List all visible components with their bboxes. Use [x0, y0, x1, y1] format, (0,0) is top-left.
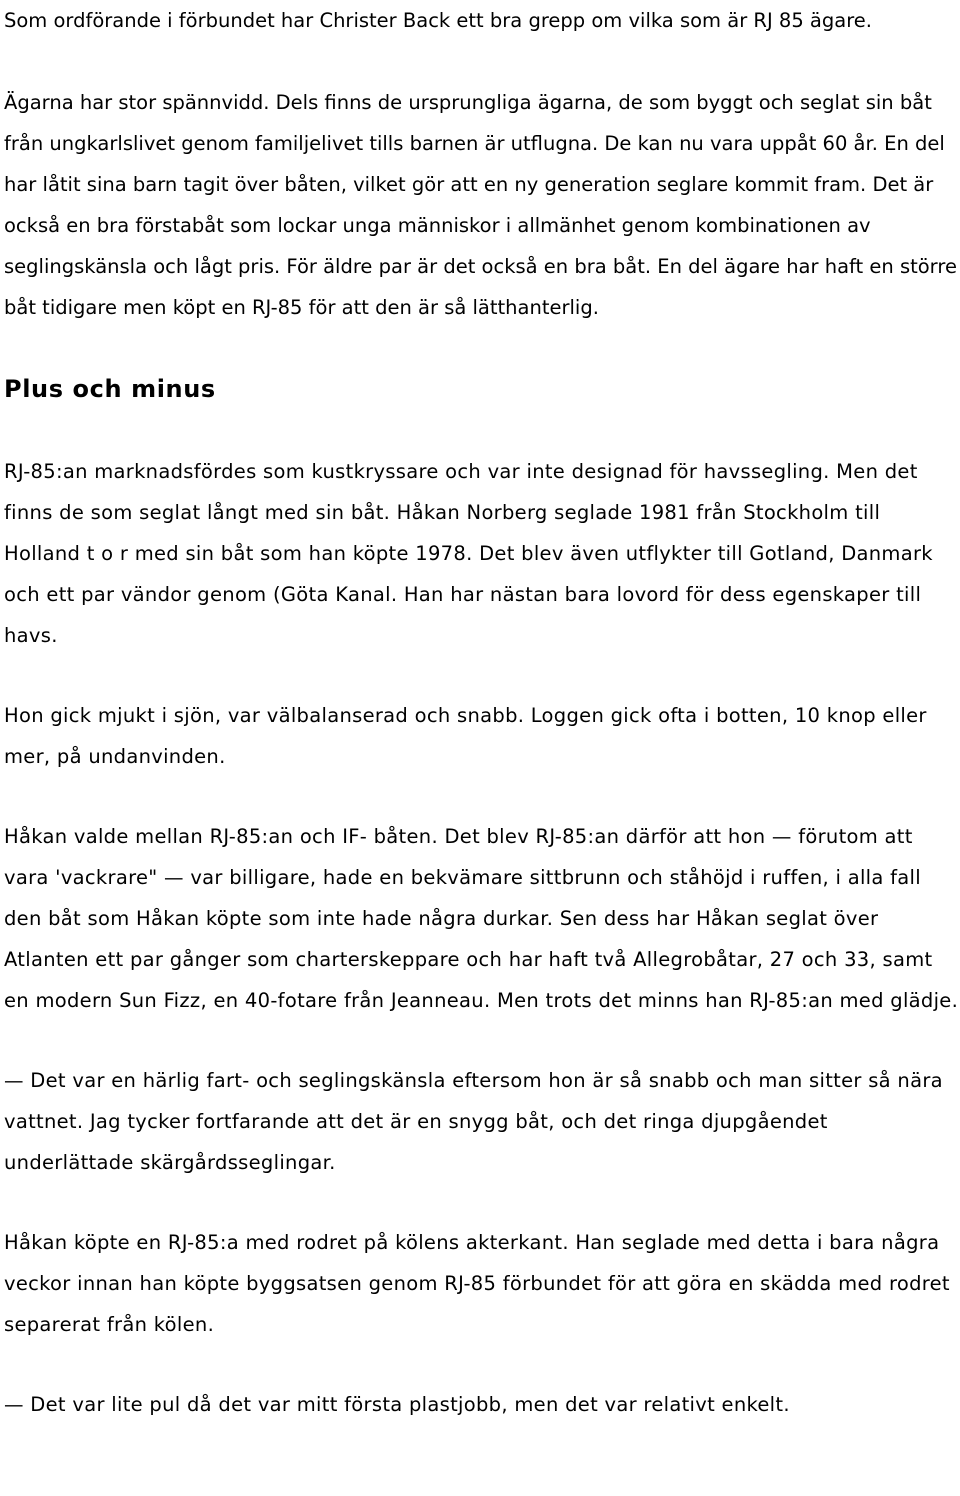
paragraph-section-2: Hon gick mjukt i sjön, var välbalanserad och snabb. Loggen gick ofta i botten, 10 knop eller mer, på undanvinden.: [4, 704, 927, 768]
paragraph-intro-2: Ägarna har stor spännvidd. Dels finns de ursprungliga ägarna, de som byggt och seglat sin båt från ungkarlslivet genom familjelivet tills barnen är utflugna. De kan nu vara uppåt 60 år. En del har låtit sina barn tagit över båten, vilket gör att en ny generation seglare kommit fram. Det är också en bra förstabåt som lockar unga människor i allmänhet genom kombinationen av seglingskänsla och lågt pris. För äldre par är det också en bra båt. En del ägare har haft en större båt tidigare men köpt en RJ-85 för att den är så lätthanterlig.: [4, 91, 957, 319]
paragraph-section-5: Håkan köpte en RJ-85:a med rodret på kölens akterkant. Han seglade med detta i bara några veckor innan han köpte byggsatsen genom RJ-85 förbundet för att göra en skädda med rodret separerat från kölen.: [4, 1231, 950, 1336]
section-heading: Plus och minus: [4, 375, 216, 403]
paragraph-spacer: [4, 41, 960, 82]
document-page: [4, 0, 960, 1425]
paragraph-spacer: [4, 410, 960, 451]
paragraph-section-4: — Det var en härlig fart- och seglingskänsla eftersom hon är så snabb och man sitter så nära vattnet. Jag tycker fortfarande att det är en snygg båt, och det ringa djupgåendet underlättade skärgårdsseglingar.: [4, 1069, 943, 1174]
paragraph-spacer: [4, 777, 960, 816]
paragraph-section-1: RJ-85:an marknadsfördes som kustkryssare och var inte designad för havssegling. Men det finns de som seglat långt med sin båt. Håkan Norberg seglade 1981 från Stockholm till Holland t o r med sin båt som han köpte 1978. Det blev även utflykter till Gotland, Danmark och ett par vändor genom (Göta Kanal. Han har nästan bara lovord för dess egenskaper till havs.: [4, 460, 933, 647]
paragraph-spacer: [4, 328, 960, 369]
paragraph-spacer: [4, 1021, 960, 1060]
paragraph-intro-1: Som ordförande i förbundet har Christer Back ett bra grepp om vilka som är RJ 85 ägare.: [4, 9, 872, 32]
paragraph-spacer: [4, 1183, 960, 1222]
paragraph-spacer: [4, 656, 960, 695]
paragraph-section-3: Håkan valde mellan RJ-85:an och IF- båten. Det blev RJ-85:an därför att hon — förutom att vara 'vackrare" — var billigare, hade en bekvämare sittbrunn och ståhöjd i ruffen, i alla fall den båt som Håkan köpte som inte hade några durkar. Sen dess har Håkan seglat över Atlanten ett par gånger som charterskeppare och har haft två Allegrobåtar, 27 och 33, samt en modern Sun Fizz, en 40-fotare från Jeanneau. Men trots det minns han RJ-85:an med glädje.: [4, 825, 959, 1012]
paragraph-spacer: [4, 1345, 960, 1384]
paragraph-section-6: — Det var lite pul då det var mitt första plastjobb, men det var relativt enkelt.: [4, 1393, 790, 1416]
